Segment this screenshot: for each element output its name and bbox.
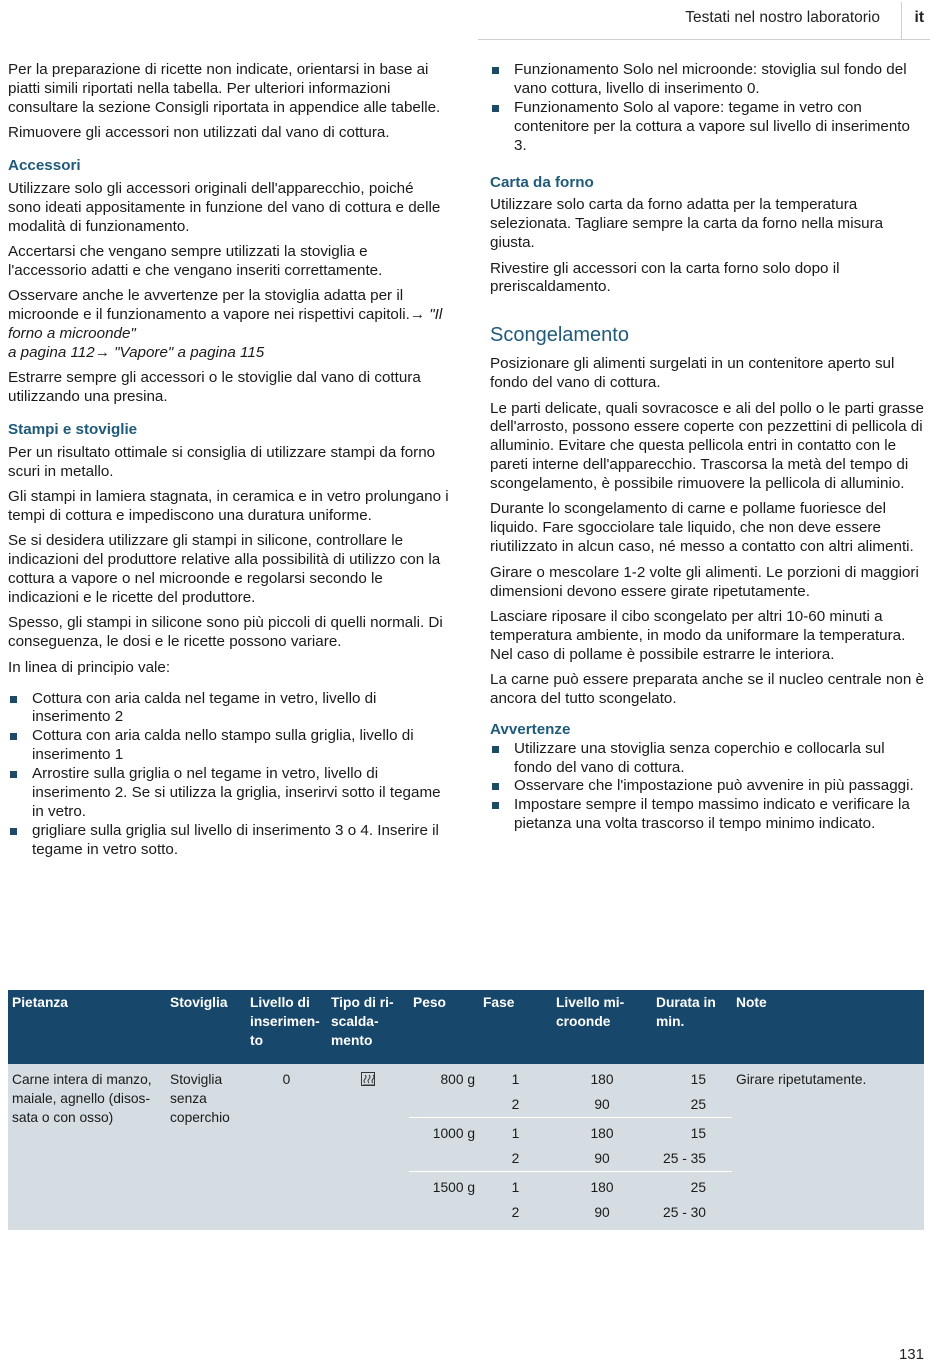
paragraph: Accertarsi che vengano sempre utilizzati la stoviglia e l'accessorio adatti e che vengano inseriti correttamente.: [8, 243, 383, 279]
header-section-title: Testati nel nostro laboratorio: [685, 9, 880, 26]
cell-livello-microonde: 180: [552, 1172, 652, 1201]
cell-tipo: [327, 1064, 409, 1230]
list-item: Impostare sempre il tempo massimo indicato e verificare la pietanza una volta trascorso il tempo minimo indicato.: [490, 796, 925, 834]
col-header-note: Note: [732, 990, 924, 1064]
col-header-stoviglia: Stoviglia: [166, 990, 246, 1064]
page-number: 131: [898, 1346, 924, 1363]
header-divider: [901, 2, 902, 39]
table-header-row: [8, 990, 924, 1064]
cell-livello-microonde: 90: [552, 1146, 652, 1172]
paragraph: Posizionare gli alimenti surgelati in un contenitore aperto sul fondo del vano di cottura.: [490, 355, 895, 392]
heading-carta: Carta da forno: [490, 173, 594, 191]
heading-scongelamento: Scongelamento: [490, 324, 629, 347]
list-item: Funzionamento Solo al vapore: tegame in vetro con contenitore per la cottura a vapore sul livello di inserimento 3.: [490, 99, 925, 156]
cell-peso: [409, 1200, 479, 1230]
cell-durata: 15: [652, 1064, 732, 1092]
cell-pietanza: Carne intera di manzo, maiale, agnello (disos-sata o con osso): [8, 1064, 166, 1230]
heading-stampi: Stampi e stoviglie: [8, 421, 138, 439]
col-header-livello: Livello di inserimen-to: [246, 990, 327, 1064]
cell-peso: 1000 g: [409, 1118, 479, 1147]
paragraph: Gli stampi in lamiera stagnata, in ceramica e in vetro prolungano i tempi di cottura e impediscono una duratura uniforme.: [8, 488, 449, 525]
cell-livello-microonde: 180: [552, 1064, 652, 1092]
cell-durata: 15: [652, 1118, 732, 1147]
cell-durata: 25: [652, 1092, 732, 1118]
list-item: Funzionamento Solo nel microonde: stoviglia sul fondo del vano cottura, livello di inserimento 0.: [490, 61, 925, 99]
bullet-list: [8, 690, 450, 860]
link-vapore[interactable]: → "Vapore" a pagina 115: [94, 343, 265, 361]
paragraph: Utilizzare solo carta da forno adatta per la temperatura selezionata. Tagliare sempre la carta da forno nella misura giusta.: [490, 196, 884, 252]
cell-durata: 25 - 35: [652, 1146, 732, 1172]
paragraph: Estrarre sempre gli accessori o le stoviglie dal vano di cottura utilizzando una presina.: [8, 369, 421, 406]
paragraph: In linea di principio vale:: [8, 658, 171, 676]
list-item: Cottura con aria calda nel tegame in vetro, livello di inserimento 2: [8, 690, 450, 728]
cell-peso: [409, 1146, 479, 1172]
cell-peso: 1500 g: [409, 1172, 479, 1201]
cell-livello-microonde: 90: [552, 1092, 652, 1118]
right-column: [490, 61, 925, 834]
paragraph: Per la preparazione di ricette non indicate, orientarsi in base ai piatti simili riportati nella tabella. Per ulteriori informazioni consultare la sezione Consigli riportata in appendice alle tabelle.: [8, 61, 441, 116]
link-page-112[interactable]: a pagina 112: [8, 343, 95, 361]
list-item: Osservare che l'impostazione può avvenire in più passaggi.: [490, 777, 925, 796]
paragraph: Le parti delicate, quali sovracosce e ali del pollo o le parti grasse dell'arrosto, possono essere coperte con pezzettini di pellicola di alluminio. Evitare che questa pellicola entri in contatto con le pareti interne dell'apparecchio. Trascorsa la metà del tempo di scongelamento, è possibile rimuovere la pellicola di alluminio.: [490, 399, 924, 493]
defrost-table: [8, 990, 924, 1230]
col-header-pietanza: Pietanza: [8, 990, 166, 1064]
cell-peso: 800 g: [409, 1064, 479, 1092]
paragraph: Spesso, gli stampi in silicone sono più piccoli di quelli normali. Di conseguenza, le dosi e le ricette possono variare.: [8, 614, 443, 651]
header-language: it: [914, 9, 924, 26]
list-item: Cottura con aria calda nello stampo sulla griglia, livello di inserimento 1: [8, 727, 450, 765]
list-item: grigliare sulla griglia sul livello di inserimento 3 o 4. Inserire il tegame in vetro sotto.: [8, 822, 450, 860]
paragraph: Rivestire gli accessori con la carta forno solo dopo il preriscaldamento.: [490, 259, 840, 296]
paragraph: Se si desidera utilizzare gli stampi in silicone, controllare le indicazioni del produttore relative alla possibilità di utilizzo con la cottura a vapore o nel microonde e regolarsi secondo le indicazioni e le ricette del produttore.: [8, 532, 441, 607]
cell-livello: 0: [246, 1064, 327, 1230]
col-header-durata: Durata in min.: [652, 990, 732, 1064]
cell-fase: 2: [479, 1200, 552, 1230]
cell-livello-microonde: 180: [552, 1118, 652, 1147]
table-row: [8, 1064, 924, 1092]
page-header: [0, 0, 950, 40]
col-header-peso: Peso: [409, 990, 479, 1064]
defrost-heating-icon: [361, 1072, 375, 1086]
paragraph: La carne può essere preparata anche se il nucleo centrale non è ancora del tutto scongelato.: [490, 670, 924, 707]
cell-stoviglia: Stoviglia senza coperchio: [166, 1064, 246, 1230]
header-rule: [478, 39, 930, 40]
heading-accessori: Accessori: [8, 157, 81, 175]
list-item: Utilizzare una stoviglia senza coperchio e collocarla sul fondo del vano di cottura.: [490, 740, 925, 778]
bullet-list: [490, 61, 925, 156]
cell-fase: 1: [479, 1172, 552, 1201]
cell-peso: [409, 1092, 479, 1118]
paragraph-cross-reference: [8, 287, 450, 363]
cell-durata: 25: [652, 1172, 732, 1201]
cell-fase: 2: [479, 1092, 552, 1118]
bullet-list: [490, 740, 925, 835]
cell-livello-microonde: 90: [552, 1200, 652, 1230]
paragraph: Durante lo scongelamento di carne e pollame fuoriesce del liquido. Fare sgocciolare tale liquido, che non deve essere riutilizzato in alcun caso, né messo a contatto con altri alimenti.: [490, 500, 914, 556]
cell-durata: 25 - 30: [652, 1200, 732, 1230]
col-header-tipo: Tipo di ri-scalda-mento: [327, 990, 409, 1064]
cell-fase: 1: [479, 1064, 552, 1092]
cell-fase: 2: [479, 1146, 552, 1172]
list-item: Arrostire sulla griglia o nel tegame in vetro, livello di inserimento 2. Se si utilizza la griglia, inserirvi sotto il tegame in vetro.: [8, 765, 450, 822]
col-header-fase: Fase: [479, 990, 552, 1064]
heading-avvertenze: Avvertenze: [490, 720, 571, 738]
cell-note: Girare ripetutamente.: [732, 1064, 924, 1230]
col-header-livello-microonde: Livello mi-croonde: [552, 990, 652, 1064]
paragraph: Utilizzare solo gli accessori originali dell'apparecchio, poiché sono ideati appositamente in funzione del vano di cottura e delle modalità di funzionamento.: [8, 179, 441, 235]
left-column: [8, 61, 450, 860]
paragraph: Girare o mescolare 1-2 volte gli alimenti. Le porzioni di maggiori dimensioni devono essere girate ripetutamente.: [490, 563, 919, 600]
paragraph: Rimuovere gli accessori non utilizzati dal vano di cottura.: [8, 124, 390, 142]
paragraph: Per un risultato ottimale si consiglia di utilizzare stampi da forno scuri in metallo.: [8, 443, 436, 480]
paragraph: Lasciare riposare il cibo scongelato per altri 10-60 minuti a temperatura ambiente, in modo da uniformare la temperatura. Nel caso di pollame è possibile estrarre le interiora.: [490, 607, 906, 663]
link-microonde[interactable]: → "Il forno a microonde": [8, 306, 443, 343]
paragraph-text: Osservare anche le avvertenze per la stoviglia adatta per il microonde e il funzionamento a vapore nei rispettivi capitoli.: [8, 287, 410, 324]
cell-fase: 1: [479, 1118, 552, 1147]
